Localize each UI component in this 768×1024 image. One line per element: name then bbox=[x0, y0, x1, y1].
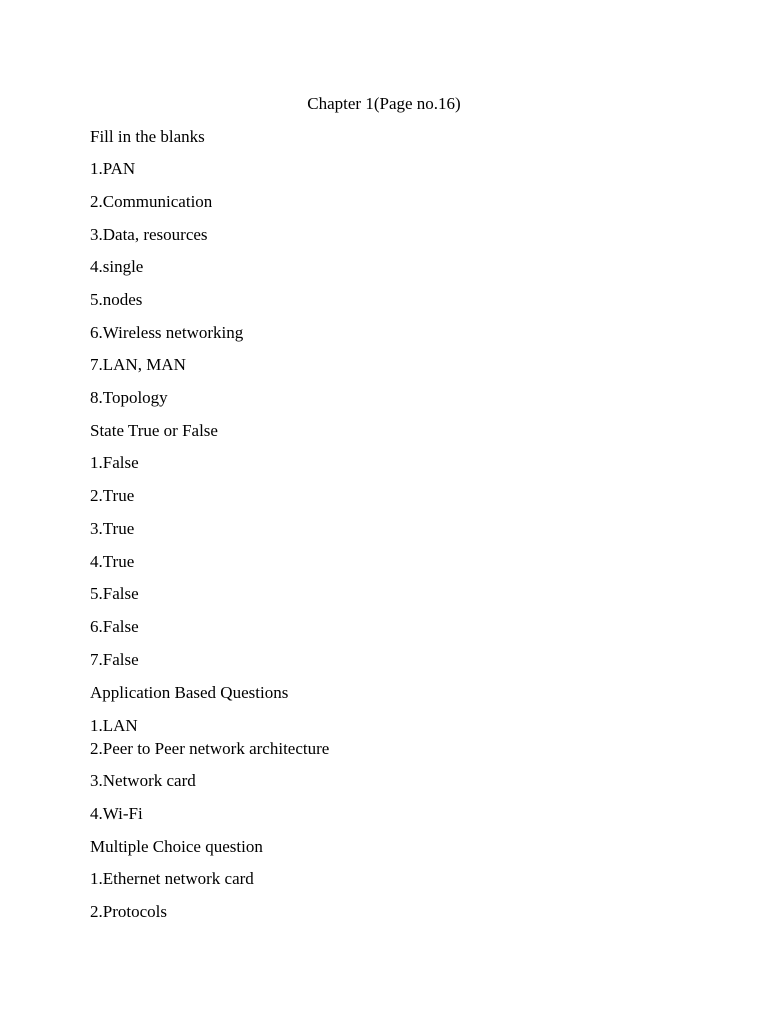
answer-item: 6.Wireless networking bbox=[90, 323, 244, 342]
answer-item: 2.Protocols bbox=[90, 902, 167, 921]
section-heading-multiple-choice: Multiple Choice question bbox=[90, 837, 263, 856]
answer-item: 1.LAN bbox=[90, 716, 138, 735]
section-heading-application: Application Based Questions bbox=[90, 683, 289, 702]
answer-item: 1.Ethernet network card bbox=[90, 869, 254, 888]
answer-item: 1.PAN bbox=[90, 159, 136, 178]
answer-item: 3.True bbox=[90, 519, 135, 538]
answer-item: 4.True bbox=[90, 552, 135, 571]
answer-item: 5.False bbox=[90, 584, 139, 603]
answer-item: 2.Peer to Peer network architecture bbox=[90, 739, 330, 758]
answer-item: 3.Network card bbox=[90, 771, 196, 790]
page-title: Chapter 1(Page no.16) bbox=[307, 94, 461, 113]
section-heading-true-false: State True or False bbox=[90, 421, 218, 440]
answer-item: 7.False bbox=[90, 650, 139, 669]
answer-item: 4.Wi-Fi bbox=[90, 804, 143, 823]
answer-item: 7.LAN, MAN bbox=[90, 355, 186, 374]
answer-item: 6.False bbox=[90, 617, 139, 636]
answer-item: 2.True bbox=[90, 486, 135, 505]
answer-item: 8.Topology bbox=[90, 388, 168, 407]
section-heading-fill-blanks: Fill in the blanks bbox=[90, 127, 205, 146]
answer-item: 3.Data, resources bbox=[90, 225, 208, 244]
answer-item: 1.False bbox=[90, 453, 139, 472]
answer-item: 5.nodes bbox=[90, 290, 143, 309]
answer-item: 2.Communication bbox=[90, 192, 213, 211]
answer-item: 4.single bbox=[90, 257, 144, 276]
